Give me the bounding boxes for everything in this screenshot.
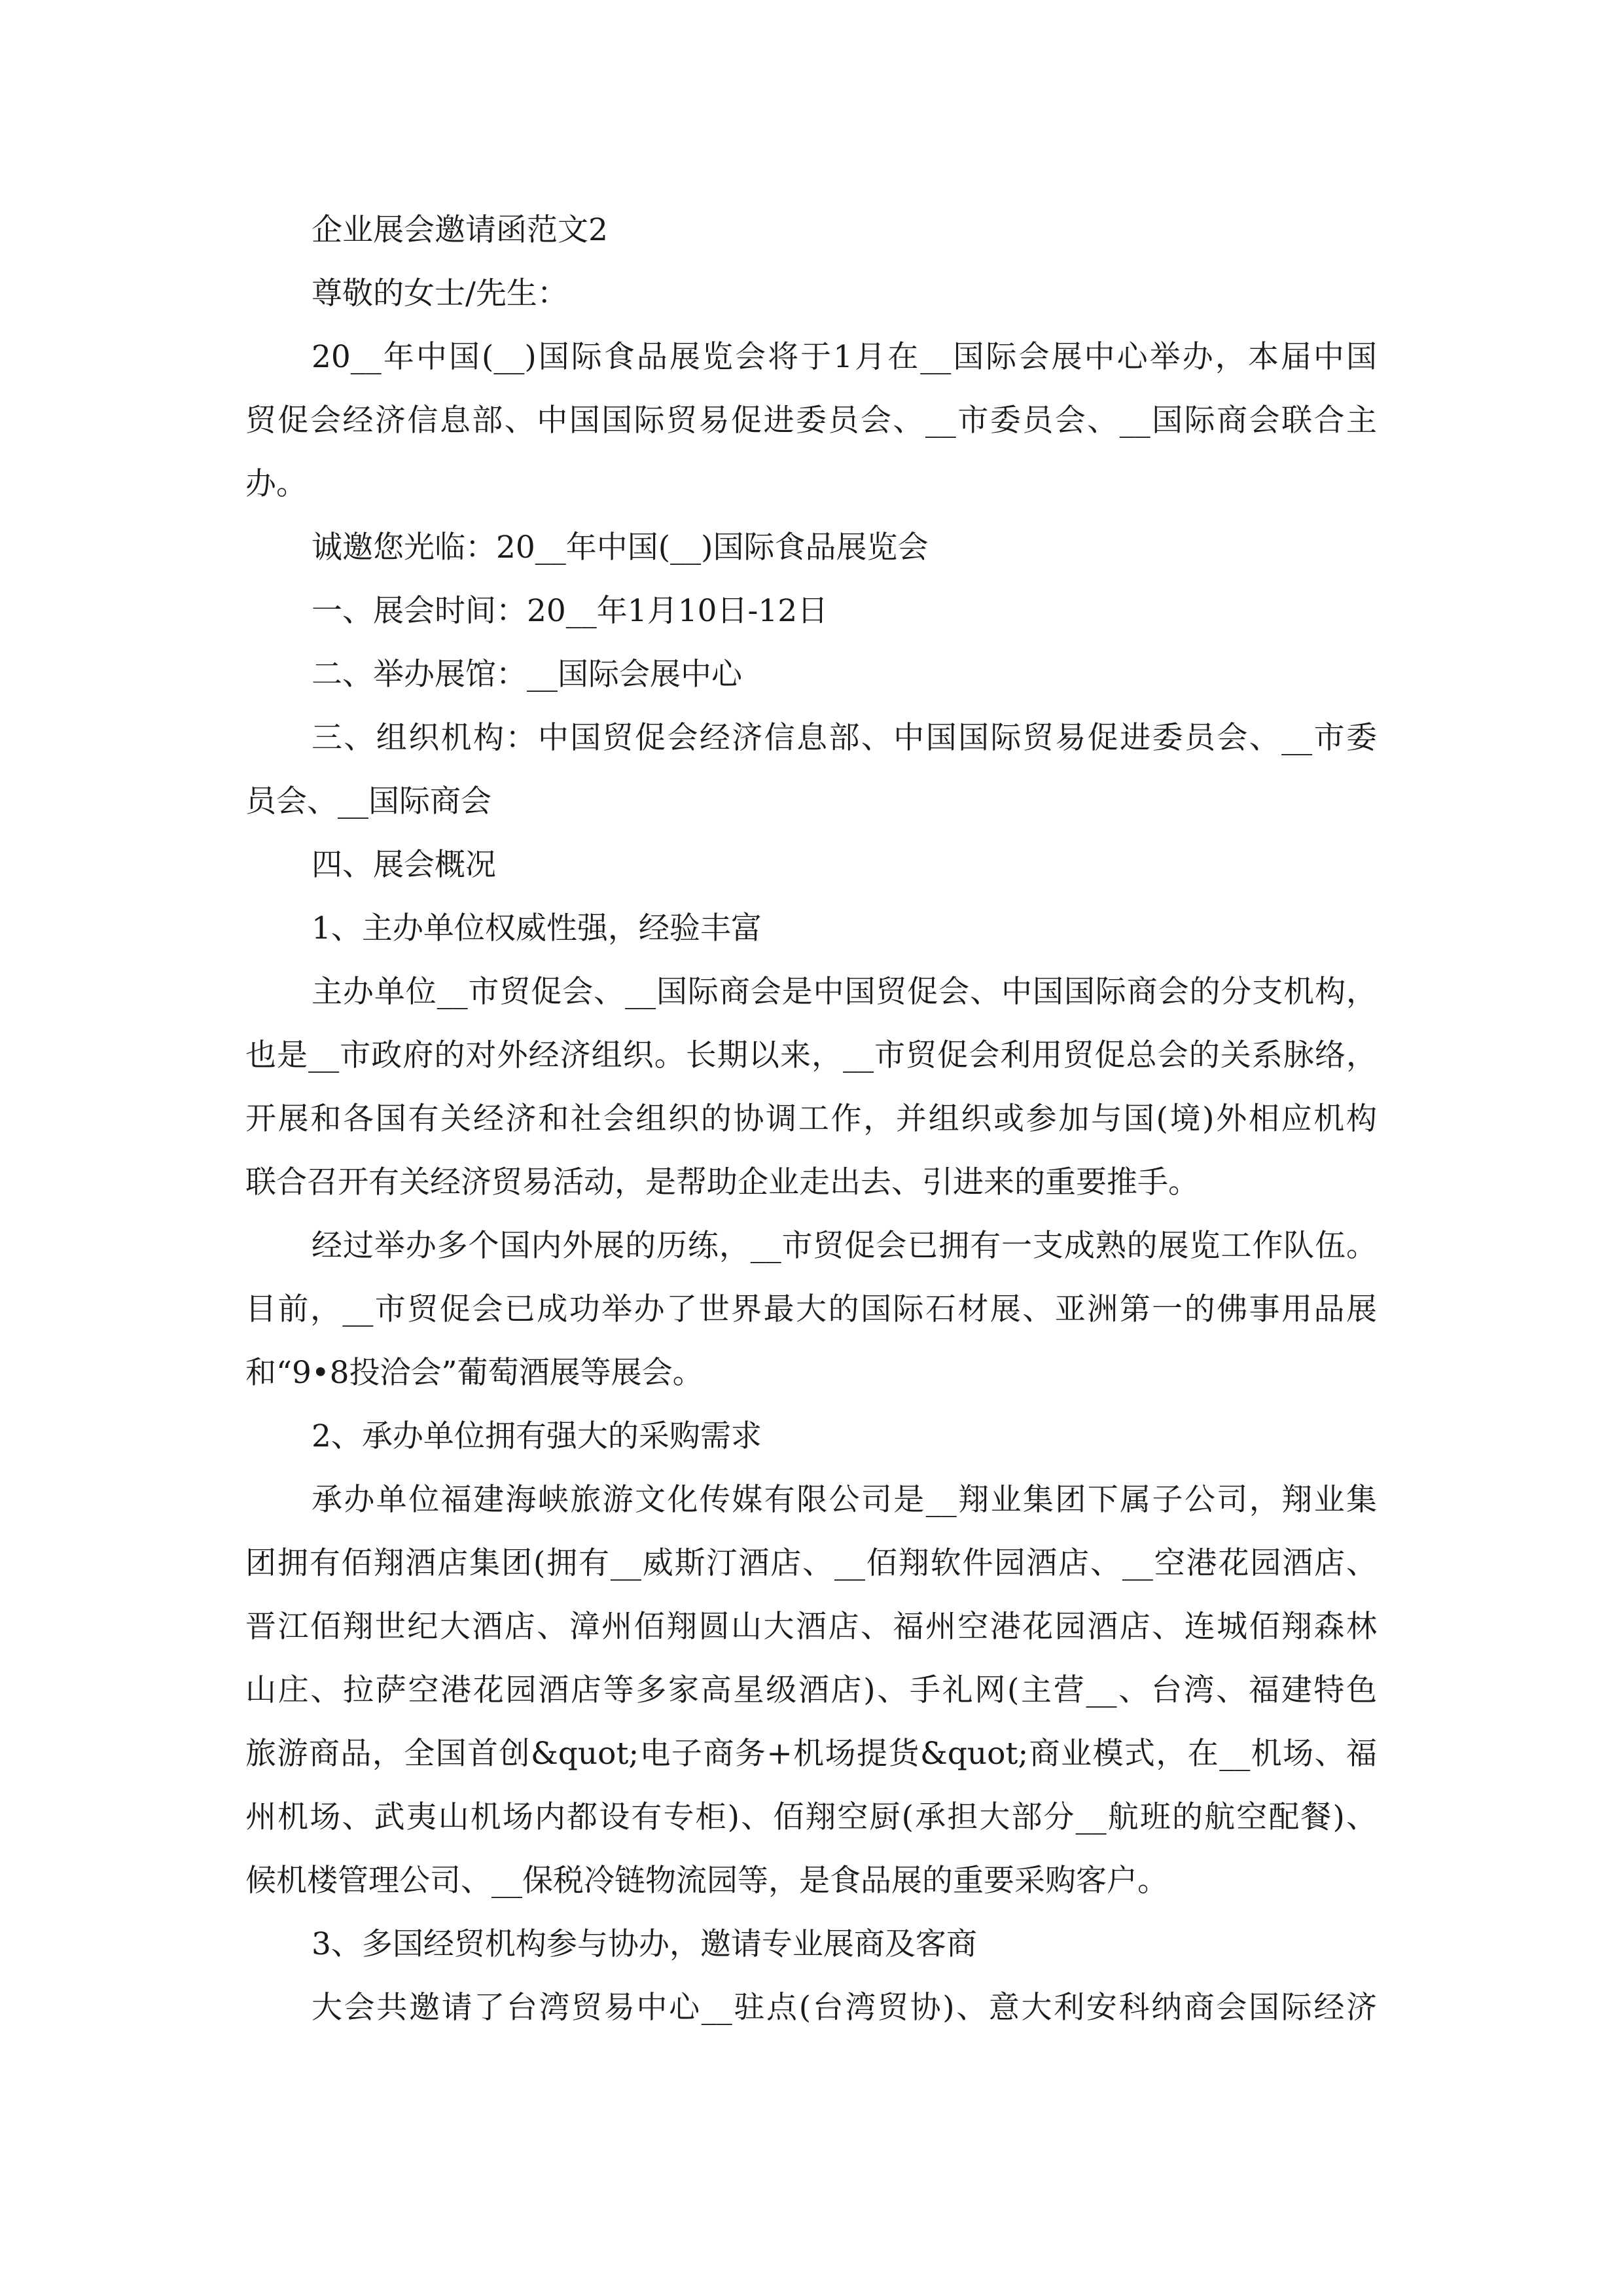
text-line: 和“9•8投洽会”葡萄酒展等展会。 <box>245 1355 704 1391</box>
text-line: 晋江佰翔世纪大酒店、漳州佰翔圆山大酒店、福州空港花园酒店、连城佰翔森林 <box>245 1609 1377 1645</box>
text-line: 员会、__国际商会 <box>245 783 491 819</box>
greeting: 尊敬的女士/先生： <box>312 276 568 312</box>
text-line: 主办单位__市贸促会、__国际商会是中国贸促会、中国国际商会的分支机构， <box>312 974 1377 1010</box>
text-line: 联合召开有关经济贸易活动，是帮助企业走出去、引进来的重要推手。 <box>245 1164 1199 1200</box>
text-line: 州机场、武夷山机场内都设有专柜)、佰翔空厨(承担大部分__航班的航空配餐)、 <box>245 1799 1377 1835</box>
text-line: 大会共邀请了台湾贸易中心__驻点(台湾贸协)、意大利安科纳商会国际经济 <box>312 1990 1377 2026</box>
text-line: 候机楼管理公司、__保税冷链物流园等，是食品展的重要采购客户。 <box>245 1863 1168 1899</box>
document-title: 企业展会邀请函范文2 <box>312 212 608 248</box>
text-line: 承办单位福建海峡旅游文化传媒有限公司是__翔业集团下属子公司，翔业集 <box>312 1482 1377 1518</box>
text-line: 办。 <box>245 466 307 502</box>
text-line: 旅游商品，全国首创&quot;电子商务+机场提货&quot;商业模式，在__机场、福 <box>245 1736 1377 1772</box>
text-line: 目前，__市贸促会已成功举办了世界最大的国际石材展、亚洲第一的佛事用品展 <box>245 1291 1377 1327</box>
text-line: 经过举办多个国内外展的历练，__市贸促会已拥有一支成熟的展览工作队伍。 <box>312 1228 1377 1264</box>
subsection-heading: 1、主办单位权威性强，经验丰富 <box>312 910 762 946</box>
text-line: 三、组织机构：中国贸促会经济信息部、中国国际贸易促进委员会、__市委 <box>312 720 1377 756</box>
text-line: 开展和各国有关经济和社会组织的协调工作，并组织或参加与国(境)外相应机构 <box>245 1101 1377 1137</box>
text-line: 也是__市政府的对外经济组织。长期以来，__市贸促会利用贸促总会的关系脉络， <box>245 1037 1377 1073</box>
text-line: 贸促会经济信息部、中国国际贸易促进委员会、__市委员会、__国际商会联合主 <box>245 403 1377 439</box>
subsection-heading: 2、承办单位拥有强大的采购需求 <box>312 1418 762 1454</box>
text-line: 20__年中国(__)国际食品展览会将于1月在__国际会展中心举办，本届中国 <box>312 339 1377 375</box>
subsection-heading: 3、多国经贸机构参与协办，邀请专业展商及客商 <box>312 1926 977 1962</box>
text-line: 团拥有佰翔酒店集团(拥有__威斯汀酒店、__佰翔软件园酒店、__空港花园酒店、 <box>245 1545 1377 1581</box>
text-line: 山庄、拉萨空港花园酒店等多家高星级酒店)、手礼网(主营__、台湾、福建特色 <box>245 1672 1377 1708</box>
text-line: 二、举办展馆：__国际会展中心 <box>312 656 742 692</box>
section-heading: 四、展会概况 <box>312 847 496 883</box>
text-line: 一、展会时间：20__年1月10日-12日 <box>312 593 829 629</box>
text-line: 诚邀您光临：20__年中国(__)国际食品展览会 <box>312 529 929 565</box>
